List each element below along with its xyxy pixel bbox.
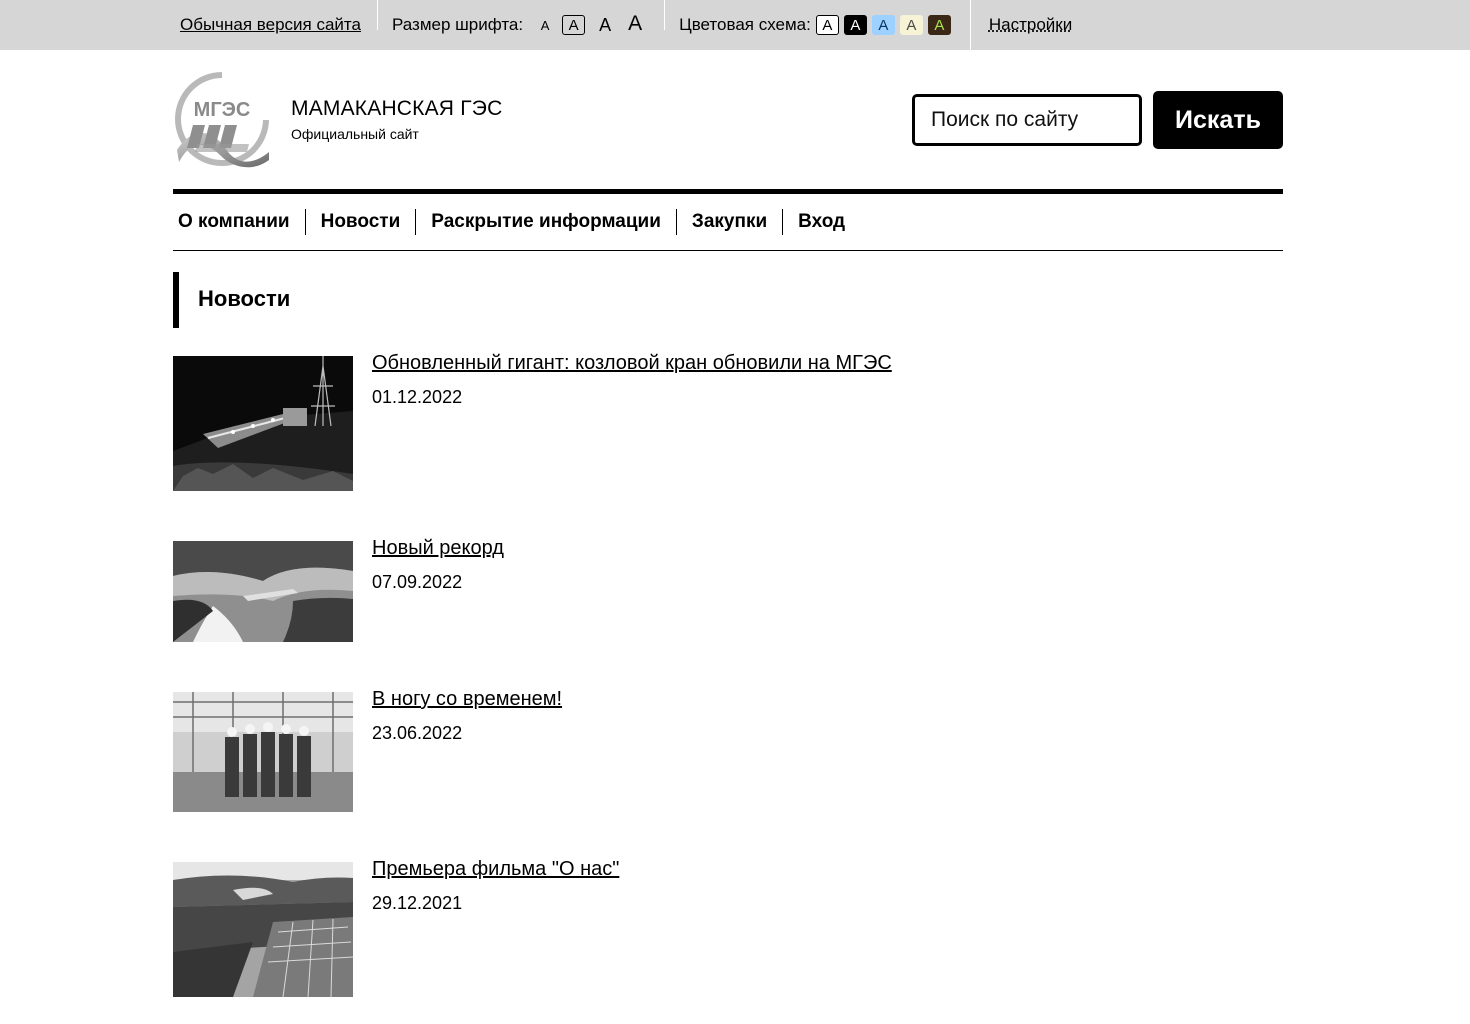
- section-accent-bar: [173, 272, 179, 328]
- color-scheme-beige-button[interactable]: A: [900, 15, 923, 35]
- font-size-label: Размер шрифта:: [391, 15, 524, 34]
- main-nav: [173, 194, 1283, 250]
- color-scheme-black-button[interactable]: A: [844, 15, 867, 35]
- site-subtitle: Официальный сайт: [291, 126, 419, 142]
- news-title-link[interactable]: Новый рекорд: [372, 537, 504, 559]
- color-scheme-blue-button[interactable]: A: [872, 15, 895, 35]
- font-size-group: [378, 0, 664, 50]
- news-title-link[interactable]: Премьера фильма "О нас": [372, 858, 620, 880]
- news-date: 07.09.2022: [372, 572, 463, 592]
- news-date: 01.12.2022: [372, 387, 463, 407]
- news-title-link[interactable]: В ногу со временем!: [372, 688, 563, 710]
- font-size-xlarge-button[interactable]: A: [628, 12, 643, 35]
- page-title: Новости: [198, 286, 291, 311]
- nav-item-disclosure[interactable]: Раскрытие информации: [431, 211, 661, 232]
- search-button[interactable]: Искать: [1153, 91, 1283, 149]
- font-size-small-button[interactable]: A: [540, 17, 550, 33]
- accessibility-toolbar: [0, 0, 1470, 50]
- news-date: 23.06.2022: [372, 723, 463, 743]
- news-thumbnail-dam-aerial[interactable]: [173, 541, 353, 642]
- nav-bottom-rule: [173, 250, 1283, 251]
- search-input[interactable]: [912, 94, 1142, 146]
- font-size-large-button[interactable]: A: [599, 15, 612, 35]
- news-thumbnail-substation[interactable]: [173, 862, 353, 997]
- nav-item-procurement[interactable]: Закупки: [691, 211, 768, 232]
- color-scheme-brown-button[interactable]: A: [928, 15, 951, 35]
- nav-item-news[interactable]: Новости: [320, 211, 401, 232]
- news-date: 29.12.2021: [372, 893, 463, 913]
- news-title-link[interactable]: Обновленный гигант: козловой кран обновили на МГЭС: [372, 352, 892, 374]
- site-title: МАМАКАНСКАЯ ГЭС: [291, 97, 503, 120]
- site-logo[interactable]: [173, 70, 271, 170]
- color-scheme-white-button[interactable]: A: [816, 15, 839, 35]
- nav-item-about[interactable]: О компании: [178, 211, 290, 232]
- settings-link[interactable]: Настройки: [988, 15, 1073, 34]
- color-scheme-label: Цветовая схема:: [679, 15, 811, 34]
- color-scheme-group: [665, 0, 970, 50]
- news-thumbnail-workers[interactable]: [173, 692, 353, 812]
- nav-item-login[interactable]: Вход: [798, 211, 846, 232]
- news-thumbnail-dam-night[interactable]: [173, 356, 353, 491]
- font-size-normal-button[interactable]: A: [562, 15, 585, 35]
- regular-version-link[interactable]: Обычная версия сайта: [180, 15, 361, 34]
- logo-text: МГЭС: [193, 99, 251, 121]
